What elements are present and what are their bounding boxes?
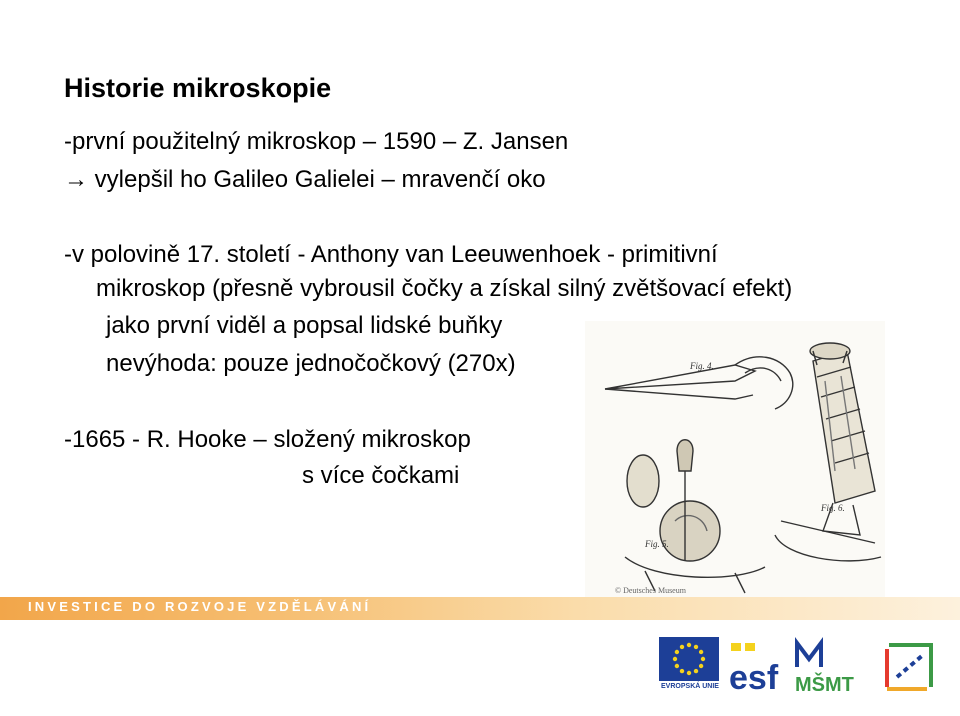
microscope-engraving	[585, 321, 885, 605]
eu-star-icon	[687, 671, 691, 675]
eu-star-icon	[699, 664, 703, 668]
esf-logo	[727, 641, 783, 695]
footer-banner	[0, 597, 960, 620]
text-line-hooke: -1665 - R. Hooke – složený mikroskop	[64, 426, 471, 453]
eu-star-icon	[687, 643, 691, 647]
eu-star-icon	[673, 657, 677, 661]
text-line-lenses: mikroskop (přesně vybrousil čočky a získal silný zvětšovací efekt)	[96, 275, 793, 302]
text-line-jansen: -první použitelný mikroskop – 1590 – Z. Jansen	[64, 128, 569, 155]
slide-title: Historie mikroskopie	[64, 73, 332, 103]
text-line-leeuwenhoek: -v polovině 17. století - Anthony van Leeuwenhoek - primitivní	[64, 241, 718, 268]
text-line-galileo: → vylepšil ho Galileo Galielei – mravenčí oko	[64, 166, 546, 193]
op-vk-logo	[879, 637, 939, 695]
figure-label-fig4: Fig. 4.	[690, 361, 714, 371]
text-line-disadvantage: nevýhoda: pouze jednočočkový (270x)	[106, 350, 516, 377]
eu-star-icon	[694, 669, 698, 673]
figure-label-fig5: Fig. 5.	[645, 539, 669, 549]
eu-caption: EVROPSKÁ UNIE	[661, 683, 719, 690]
text-line-lenses-more: s více čočkami	[302, 462, 460, 489]
esf-text: esf	[729, 659, 779, 695]
eu-star-icon	[699, 650, 703, 654]
eu-star-icon	[675, 664, 679, 668]
hooke-microscope-illustration	[585, 321, 885, 605]
msmt-logo	[793, 637, 871, 695]
eu-star-icon	[680, 645, 684, 649]
figure-copyright: © Deutsches Museum	[615, 586, 686, 595]
eu-star-icon	[701, 657, 705, 661]
text-line-cells: jako první viděl a popsal lidské buňky	[106, 312, 503, 339]
msmt-text: MŠMT	[795, 674, 854, 695]
eu-star-icon	[694, 645, 698, 649]
eu-flag-icon	[659, 637, 719, 681]
banner-text: INVESTICE DO ROZVOJE VZDĚLÁVÁNÍ	[28, 599, 372, 614]
eu-star-icon	[680, 669, 684, 673]
eu-logo	[659, 637, 719, 693]
figure-label-fig6: Fig. 6.	[821, 503, 845, 513]
eu-star-icon	[675, 650, 679, 654]
